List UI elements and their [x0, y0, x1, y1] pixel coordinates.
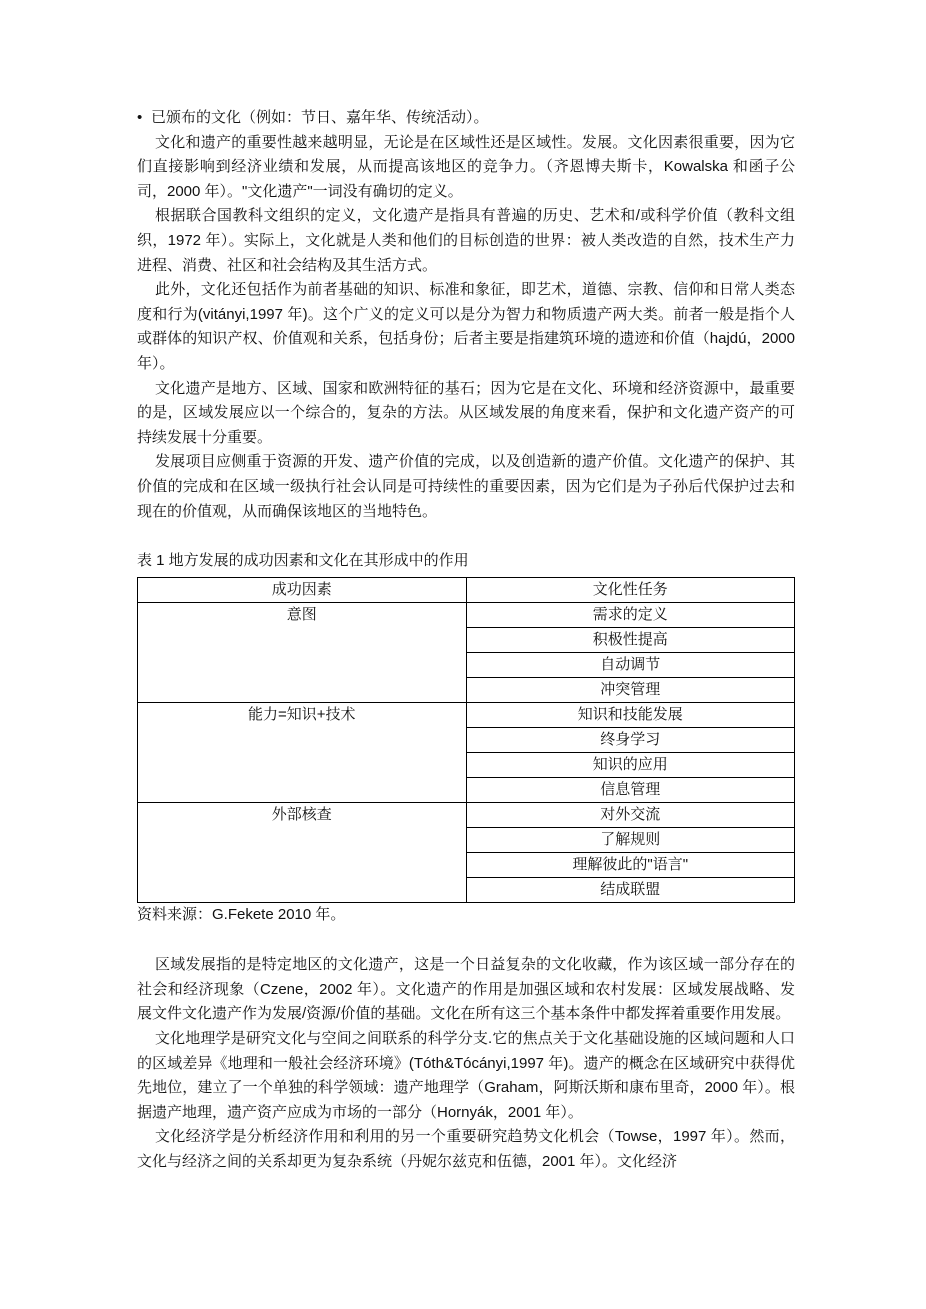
task-cell: 积极性提高 [466, 627, 795, 652]
paragraph-cultural-geography: 文化地理学是研究文化与空间之间联系的科学分支.它的焦点关于文化基础设施的区域问题和人口的区域差异《地理和一般社会经济环境》(Tóth&Tócányi,1997 年)。遗产的概念在区域研究中获得优先地位，建立了一个单独的科学领域：遗产地理学（Graham，阿斯沃斯和康布里奇，2000 年）。根据遗产地理，遗产资产应成为市场的一部分（Hornyák，2001 年）。 [137, 1030, 795, 1121]
task-cell: 终身学习 [466, 727, 795, 752]
task-cell: 信息管理 [466, 777, 795, 802]
task-cell: 自动调节 [466, 652, 795, 677]
task-cell: 理解彼此的"语言" [466, 852, 795, 877]
table-header-success-factors: 成功因素 [138, 577, 467, 602]
bullet-item [137, 106, 795, 131]
paragraph-regional-development: 区域发展指的是特定地区的文化遗产，这是一个日益复杂的文化收藏，作为该区域一部分存在的社会和经济现象（Czene，2002 年）。文化遗产的作用是加强区域和农村发展：区域发展战略、发展文件文化遗产作为发展/资源/价值的基础。文化在所有这三个基本条件中都发挥着重要作用发展。 [137, 956, 795, 1023]
bullet-text: 已颁布的文化（例如：节日、嘉年华、传统活动）。 [151, 109, 489, 126]
factor-cell-capability: 能力=知识+技术 [138, 702, 467, 802]
paragraph-broad-definition: 此外，文化还包括作为前者基础的知识、标准和象征，即艺术，道德、宗教、信仰和日常人类态度和行为(vitányi,1997 年)。这个广义的定义可以是分为智力和物质遗产两大类。前者一般是指个人或群体的知识产权、价值观和关系，包括身份；后者主要是指建筑环境的遗迹和价值（hajdú，2000 年）。 [137, 281, 795, 372]
table-header-row [138, 577, 795, 602]
source-note: 资料来源：G.Fekete 2010 年。 [137, 905, 346, 923]
table-row [138, 802, 795, 827]
paragraph-development-projects: 发展项目应侧重于资源的开发、遗产价值的完成，以及创造新的遗产价值。文化遗产的保护、其价值的完成和在区域一级执行社会认同是可持续性的重要因素，因为它们是为子孙后代保护过去和现在的价值观，从而确保该地区的当地特色。 [137, 453, 795, 520]
task-cell: 对外交流 [466, 802, 795, 827]
table-row [138, 702, 795, 727]
task-cell: 需求的定义 [466, 602, 795, 627]
paragraph-cultural-economics: 文化经济学是分析经济作用和利用的另一个重要研究趋势文化机会（Towse，1997 年）。然而，文化与经济之间的关系却更为复杂系统（丹妮尔兹克和伍德，2001 年）。文化经济 [137, 1128, 795, 1171]
factor-cell-external-check: 外部核查 [138, 802, 467, 902]
table-header-cultural-tasks: 文化性任务 [466, 577, 795, 602]
task-cell: 冲突管理 [466, 677, 795, 702]
table-caption: 表 1 地方发展的成功因素和文化在其形成中的作用 [137, 552, 469, 570]
paragraph-heritage-cornerstone: 文化遗产是地方、区域、国家和欧洲特征的基石；因为它是在文化、环境和经济资源中，最重要的是，区域发展应以一个综合的，复杂的方法。从区域发展的角度来看，保护和文化遗产资产的可持续发展十分重要。 [137, 379, 795, 446]
task-cell: 知识的应用 [466, 752, 795, 777]
bullet-marker: • [137, 109, 143, 126]
paragraph-culture-heritage-importance: 文化和遗产的重要性越来越明显，无论是在区域性还是区域性。发展。文化因素很重要，因为它们直接影响到经济业绩和发展，从而提高该地区的竞争力。（齐恩博夫斯卡，Kowalska 和函子公司，2000 年）。"文化遗产"一词没有确切的定义。 [137, 133, 795, 200]
task-cell: 结成联盟 [466, 877, 795, 902]
factor-cell-intention: 意图 [138, 602, 467, 702]
task-cell: 知识和技能发展 [466, 702, 795, 727]
task-cell: 了解规则 [466, 827, 795, 852]
table-row [138, 602, 795, 627]
success-factors-table [137, 577, 795, 903]
paragraph-unesco-definition: 根据联合国教科文组织的定义，文化遗产是指具有普遍的历史、艺术和/或科学价值（教科文组织，1972 年）。实际上，文化就是人类和他们的目标创造的世界：被人类改造的自然，技术生产力进程、消费、社区和社会结构及其生活方式。 [137, 207, 795, 274]
